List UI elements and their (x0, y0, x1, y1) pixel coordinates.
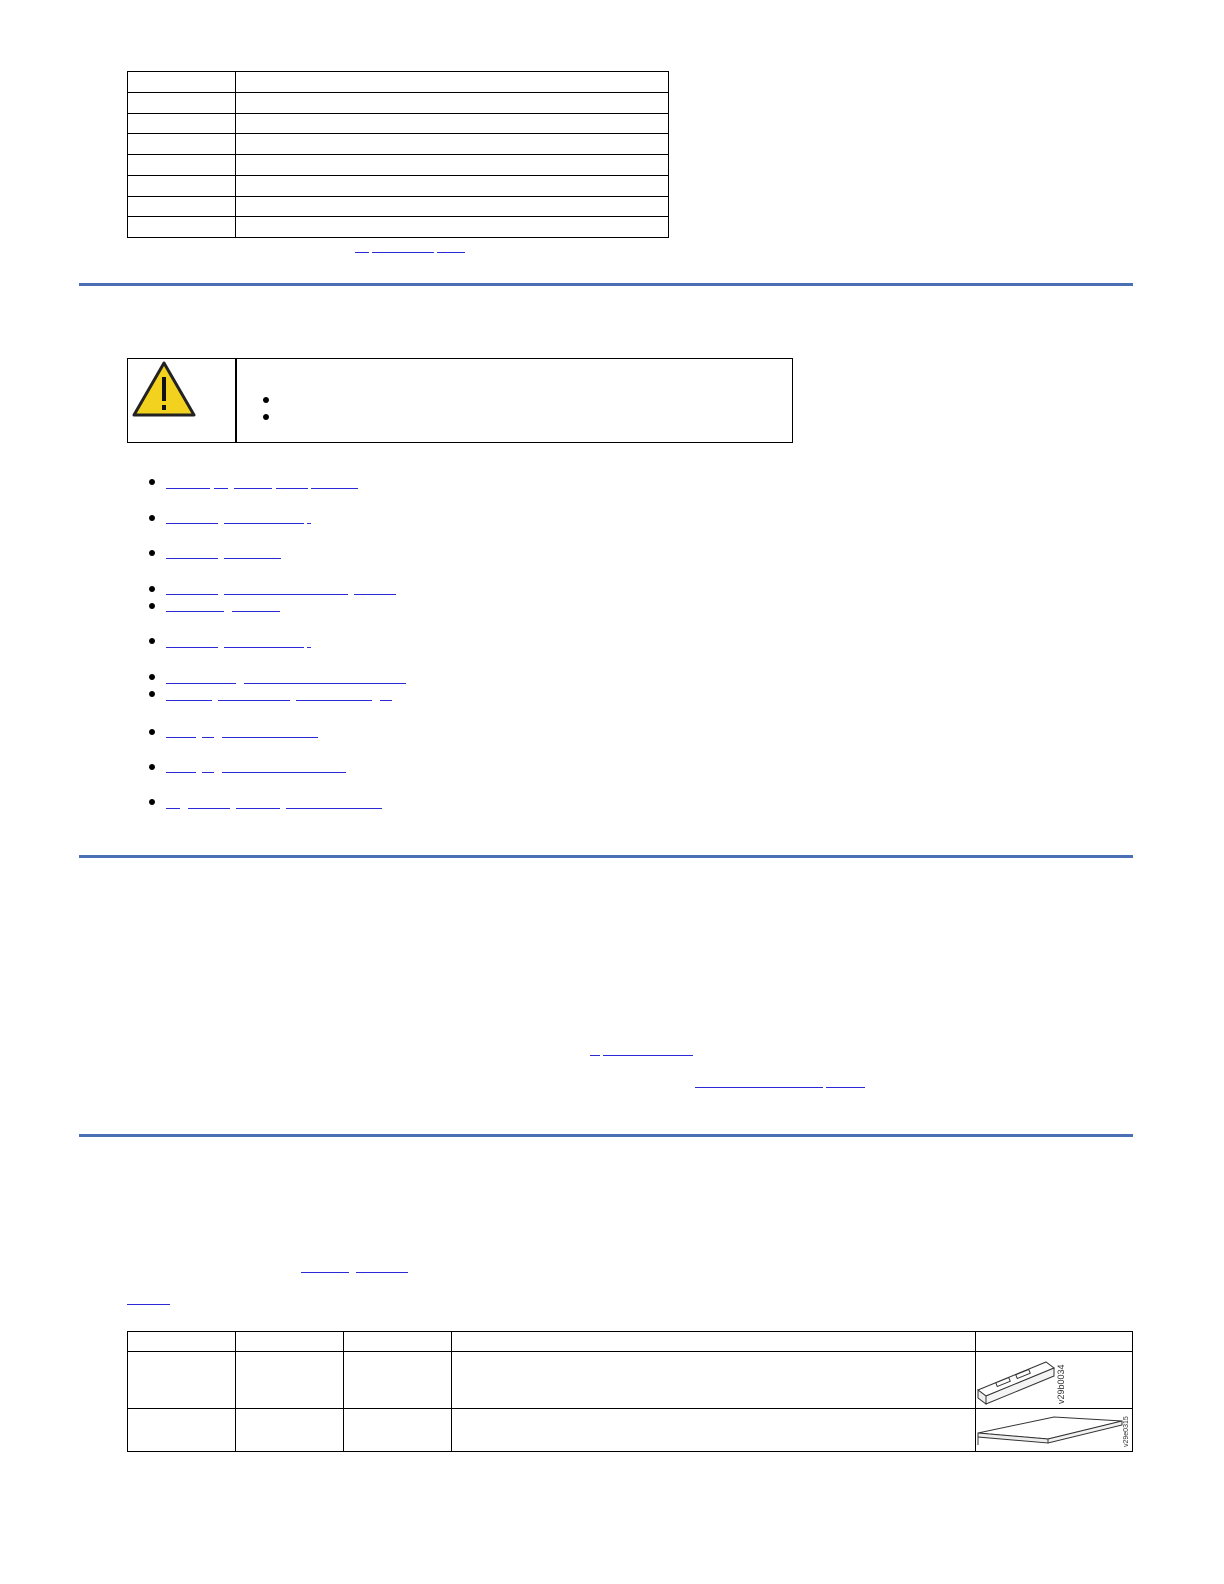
section-link-7[interactable] (127, 1304, 170, 1305)
warning-triangle-icon (131, 360, 197, 418)
list-link[interactable] (224, 558, 281, 559)
list-link[interactable] (166, 737, 196, 738)
list-link[interactable] (296, 700, 372, 701)
list-link[interactable] (166, 808, 180, 809)
section-link-3[interactable] (695, 1087, 823, 1088)
list-link[interactable] (307, 523, 311, 524)
section-link-1[interactable] (590, 1055, 600, 1056)
list-bullet (149, 515, 155, 521)
table-row (128, 217, 669, 238)
list-link[interactable] (218, 700, 290, 701)
list-link[interactable] (276, 488, 308, 489)
list-link[interactable] (222, 772, 346, 773)
table-row (128, 196, 669, 217)
list-link[interactable] (354, 594, 396, 595)
list-link[interactable] (166, 523, 218, 524)
caution-bullet (263, 414, 269, 420)
list-link[interactable] (188, 808, 230, 809)
section-divider (79, 283, 1133, 286)
list-link[interactable] (222, 737, 318, 738)
top-table (127, 71, 669, 238)
list-link[interactable] (202, 737, 214, 738)
table-row (128, 134, 669, 155)
list-link[interactable] (166, 558, 218, 559)
caution-box (127, 358, 793, 443)
list-bullet (149, 603, 155, 609)
list-bullet (149, 674, 155, 680)
top-table-link-2[interactable] (372, 252, 434, 253)
list-bullet (149, 691, 155, 697)
list-link[interactable] (286, 808, 382, 809)
shelf-illustration (976, 1411, 1132, 1451)
list-link[interactable] (236, 808, 280, 809)
list-link[interactable] (166, 772, 196, 773)
list-link[interactable] (166, 488, 210, 489)
list-link[interactable] (224, 594, 348, 595)
table-row (128, 175, 669, 196)
list-link[interactable] (166, 683, 236, 684)
list-link[interactable] (244, 683, 406, 684)
list-link[interactable] (311, 488, 358, 489)
table-row (128, 113, 669, 134)
list-bullet (149, 638, 155, 644)
list-link[interactable] (224, 523, 304, 524)
table-row (128, 155, 669, 176)
list-bullet (149, 729, 155, 735)
list-link[interactable] (232, 611, 280, 612)
table-row (128, 1332, 1133, 1352)
section-divider (79, 1134, 1133, 1137)
list-link[interactable] (380, 700, 392, 701)
section-link-2[interactable] (603, 1055, 693, 1056)
list-bullet (149, 799, 155, 805)
list-bullet (149, 586, 155, 592)
list-link[interactable] (214, 488, 228, 489)
list-link[interactable] (166, 611, 224, 612)
section-link-6[interactable] (356, 1272, 408, 1273)
table-row (128, 92, 669, 113)
rail-illustration (976, 1356, 1070, 1408)
list-link[interactable] (166, 647, 218, 648)
section-divider (79, 855, 1133, 858)
list-bullet (149, 550, 155, 556)
caution-divider (235, 359, 237, 442)
section-link-5[interactable] (301, 1272, 349, 1273)
top-table-link-3[interactable] (437, 252, 465, 253)
list-link[interactable] (224, 647, 304, 648)
caution-bullet (263, 397, 269, 403)
list-bullet (149, 764, 155, 770)
section-link-4[interactable] (826, 1087, 865, 1088)
list-link[interactable] (166, 594, 218, 595)
list-link[interactable] (234, 488, 272, 489)
list-link[interactable] (202, 772, 214, 773)
table-row (128, 72, 669, 93)
illustration-label: v29e0315 (1123, 1416, 1130, 1447)
list-link[interactable] (166, 700, 212, 701)
list-link[interactable] (307, 647, 311, 648)
top-table-link-1[interactable] (355, 252, 369, 253)
illustration-label: v29b0034 (1056, 1364, 1066, 1404)
list-bullet (149, 479, 155, 485)
